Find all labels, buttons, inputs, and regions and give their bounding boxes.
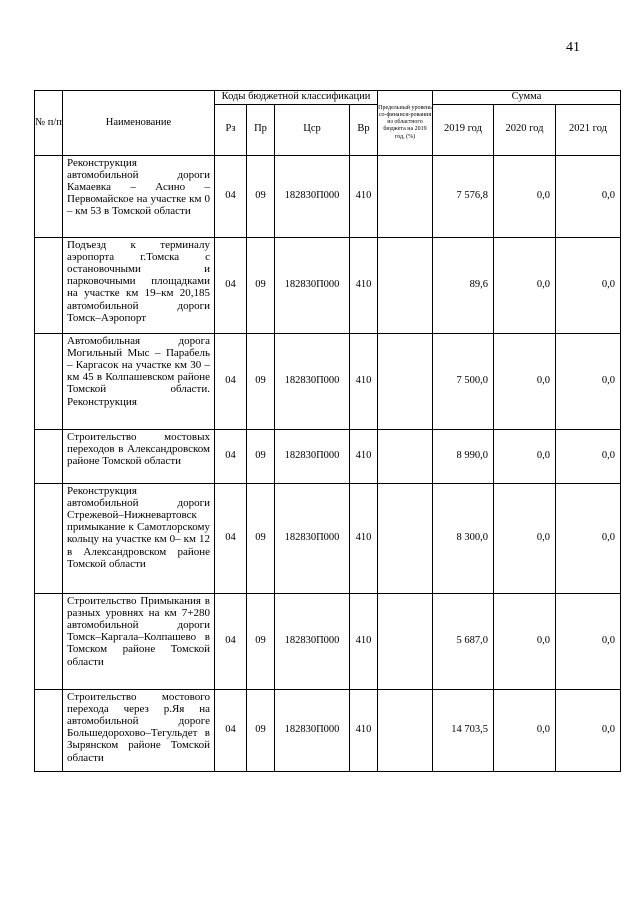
row-rz: 04 [215, 483, 247, 593]
row-limit [378, 483, 433, 593]
row-2019: 8 990,0 [433, 429, 494, 483]
row-limit [378, 429, 433, 483]
row-num [35, 483, 63, 593]
row-num [35, 593, 63, 689]
row-vr: 410 [350, 483, 378, 593]
row-vr: 410 [350, 689, 378, 771]
page-number: 41 [566, 40, 580, 55]
header-sum-group: Сумма [433, 91, 621, 105]
row-num [35, 429, 63, 483]
row-csr: 182830П000 [275, 155, 350, 237]
row-2021: 0,0 [556, 429, 621, 483]
row-vr: 410 [350, 593, 378, 689]
row-vr: 410 [350, 155, 378, 237]
row-pr: 09 [247, 593, 275, 689]
row-2020: 0,0 [494, 237, 556, 333]
row-2019: 7 500,0 [433, 333, 494, 429]
row-2019: 5 687,0 [433, 593, 494, 689]
row-2020: 0,0 [494, 155, 556, 237]
header-rz: Рз [215, 104, 247, 155]
row-limit [378, 689, 433, 771]
row-vr: 410 [350, 237, 378, 333]
row-2021: 0,0 [556, 333, 621, 429]
row-num [35, 689, 63, 771]
row-pr: 09 [247, 483, 275, 593]
row-2019: 8 300,0 [433, 483, 494, 593]
header-num: № п/п [35, 91, 63, 156]
row-pr: 09 [247, 333, 275, 429]
row-2019: 7 576,8 [433, 155, 494, 237]
row-name: Строительство мостовых переходов в Александровском районе Томской области [63, 429, 215, 483]
row-2021: 0,0 [556, 689, 621, 771]
row-rz: 04 [215, 333, 247, 429]
header-name: Наименование [63, 91, 215, 156]
row-rz: 04 [215, 155, 247, 237]
row-rz: 04 [215, 429, 247, 483]
budget-table [34, 90, 621, 772]
row-csr: 182830П000 [275, 333, 350, 429]
header-2020: 2020 год [494, 104, 556, 155]
row-2020: 0,0 [494, 689, 556, 771]
row-csr: 182830П000 [275, 429, 350, 483]
row-csr: 182830П000 [275, 237, 350, 333]
header-vr: Вр [350, 104, 378, 155]
row-2021: 0,0 [556, 155, 621, 237]
row-limit [378, 333, 433, 429]
row-2019: 14 703,5 [433, 689, 494, 771]
table-row [35, 333, 621, 429]
header-csr: Цср [275, 104, 350, 155]
row-vr: 410 [350, 429, 378, 483]
row-pr: 09 [247, 689, 275, 771]
header-2019: 2019 год [433, 104, 494, 155]
row-num [35, 237, 63, 333]
header-pr: Пр [247, 104, 275, 155]
row-2021: 0,0 [556, 237, 621, 333]
row-2020: 0,0 [494, 483, 556, 593]
row-name: Подъезд к терминалу аэропорта г.Томска с остановочными и парковочными площадками на участке км 19–км 20,185 автомобильной дороги Томск–Аэропорт [63, 237, 215, 333]
header-codes-group: Коды бюджетной классификации [215, 91, 378, 105]
row-csr: 182830П000 [275, 483, 350, 593]
row-rz: 04 [215, 689, 247, 771]
row-limit [378, 155, 433, 237]
row-name: Автомобильная дорога Могильный Мыс – Парабель – Каргасок на участке км 30 –км 45 в Колпашевском районе Томской области. Реконструкция [63, 333, 215, 429]
row-name: Реконструкция автомобильной дороги Камаевка – Асино – Первомайское на участке км 0 – км 53 в Томской области [63, 155, 215, 237]
row-2021: 0,0 [556, 483, 621, 593]
row-csr: 182830П000 [275, 593, 350, 689]
row-2020: 0,0 [494, 333, 556, 429]
row-2021: 0,0 [556, 593, 621, 689]
row-num [35, 333, 63, 429]
header-2021: 2021 год [556, 104, 621, 155]
table-row [35, 593, 621, 689]
row-rz: 04 [215, 593, 247, 689]
row-2020: 0,0 [494, 429, 556, 483]
header-limit: Предельный уровень со-финанси-рования из областного бюджета на 2019 год, (%) [378, 91, 433, 156]
row-vr: 410 [350, 333, 378, 429]
row-2020: 0,0 [494, 593, 556, 689]
table-row [35, 483, 621, 593]
row-pr: 09 [247, 155, 275, 237]
row-limit [378, 593, 433, 689]
table-row [35, 429, 621, 483]
row-name: Строительство Примыкания в разных уровнях на км 7+280 автомобильной дороги Томск–Каргала–Колпашево в Томском районе Томской области [63, 593, 215, 689]
table-row [35, 155, 621, 237]
row-limit [378, 237, 433, 333]
row-pr: 09 [247, 237, 275, 333]
row-pr: 09 [247, 429, 275, 483]
row-csr: 182830П000 [275, 689, 350, 771]
row-name: Строительство мостового перехода через р.Яя на автомобильной дороге Большедорохово–Тегульдет в Зырянском районе Томской области [63, 689, 215, 771]
table-row [35, 689, 621, 771]
table-row [35, 237, 621, 333]
row-2019: 89,6 [433, 237, 494, 333]
row-rz: 04 [215, 237, 247, 333]
row-num [35, 155, 63, 237]
row-name: Реконструкция автомобильной дороги Стрежевой–Нижневартовск примыкание к Самотлорскому кольцу на участке км 0– км 12 в Александровском районе Томской области [63, 483, 215, 593]
